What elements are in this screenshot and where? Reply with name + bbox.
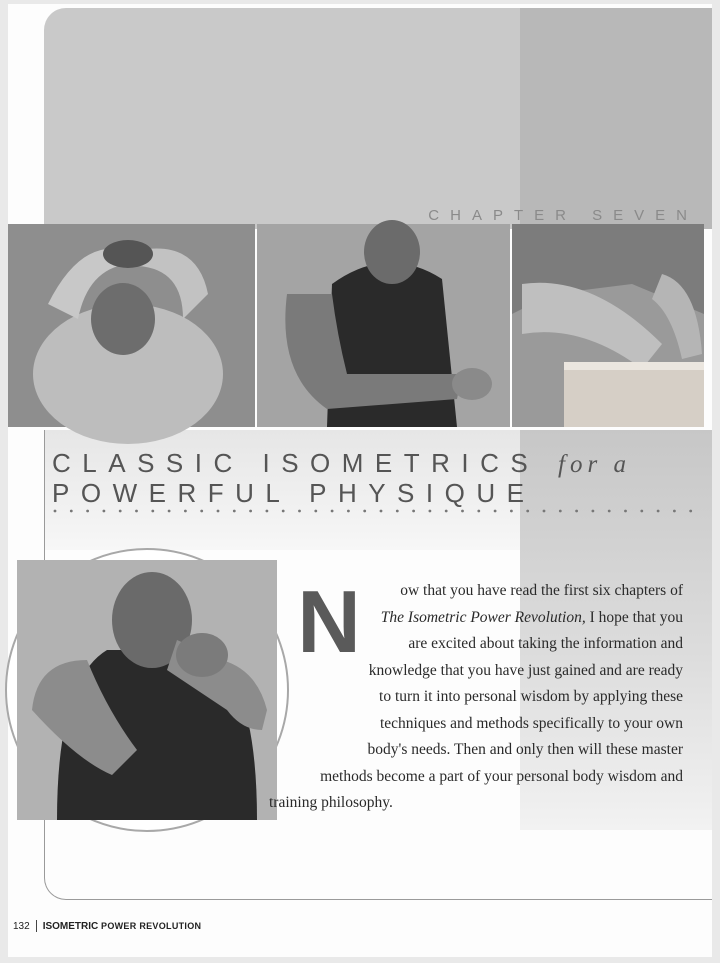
rule-dot: [363, 510, 366, 513]
body-line: methods become a part of your personal body wisdom and: [320, 767, 683, 785]
rule-dot: [217, 510, 220, 513]
body-paragraph: [269, 578, 683, 817]
rule-dot: [380, 510, 383, 513]
rule-dot: [673, 510, 676, 513]
body-line: body's needs. Then and only then will these master: [367, 741, 683, 758]
body-line: knowledge that you have just gained and are ready: [368, 661, 683, 679]
footer-divider: [36, 920, 37, 932]
rule-dot: [70, 510, 73, 513]
rule-dot: [184, 510, 187, 513]
rule-dot: [657, 510, 660, 513]
rule-dot: [135, 510, 138, 513]
body-line: techniques and methods specifically to your own: [379, 714, 683, 732]
rule-dot: [54, 510, 57, 513]
drop-cap-letter: N: [297, 572, 361, 671]
rule-dot: [314, 510, 317, 513]
rule-dot: [298, 510, 301, 513]
rule-dot: [526, 510, 529, 513]
rule-dot: [689, 510, 692, 513]
rule-dot: [103, 510, 106, 513]
page-number: 132: [13, 920, 30, 932]
photo-stretching: [8, 224, 255, 427]
book-title: The Isometric Power Revolution,: [380, 608, 586, 626]
photo-hands-block: [512, 224, 704, 427]
rule-dot: [624, 510, 627, 513]
rule-dot: [282, 510, 285, 513]
photo-arm-flex: [257, 224, 510, 427]
rule-dot: [510, 510, 513, 513]
rule-dot: [494, 510, 497, 513]
body-line: The Isometric Power Revolution, I hope that you: [380, 608, 683, 626]
body-line: to turn it into personal wisdom by applying these: [379, 688, 683, 705]
rule-dot: [151, 510, 154, 513]
page-footer: [13, 920, 201, 932]
rule-dot: [543, 510, 546, 513]
chapter-label: CHAPTER SEVEN: [428, 207, 698, 224]
rule-dot: [119, 510, 122, 513]
rule-dot: [347, 510, 350, 513]
rule-dot: [559, 510, 562, 513]
dotted-rule: [52, 508, 692, 514]
rule-dot: [396, 510, 399, 513]
rule-dot: [592, 510, 595, 513]
rule-dot: [233, 510, 236, 513]
body-line: are excited about taking the information and: [408, 635, 683, 652]
rule-dot: [249, 510, 252, 513]
rule-dot: [445, 510, 448, 513]
title-line-2: POWERFUL PHYSIQUE: [52, 478, 536, 508]
rule-dot: [461, 510, 464, 513]
rule-dot: [412, 510, 415, 513]
rule-dot: [640, 510, 643, 513]
rule-dot: [331, 510, 334, 513]
rule-dot: [266, 510, 269, 513]
rule-dot: [200, 510, 203, 513]
rule-dot: [429, 510, 432, 513]
body-line: training philosophy.: [269, 794, 393, 811]
rule-dot: [477, 510, 480, 513]
chapter-title: [52, 449, 631, 508]
header-gray-block-right: [520, 8, 712, 229]
rule-dot: [608, 510, 611, 513]
footer-brand-bold: ISOMETRIC: [42, 920, 99, 932]
circle-photo-frame: [5, 548, 289, 832]
rule-dot: [168, 510, 171, 513]
title-accent: for a: [558, 451, 631, 478]
rule-dot: [575, 510, 578, 513]
body-line: ow that you have read the first six chapters of: [400, 582, 683, 599]
footer-brand-rest: POWER REVOLUTION: [101, 921, 202, 931]
title-line-1: CLASSIC ISOMETRICS: [52, 448, 540, 478]
rule-dot: [86, 510, 89, 513]
photo-clasped-hands: [17, 560, 277, 820]
